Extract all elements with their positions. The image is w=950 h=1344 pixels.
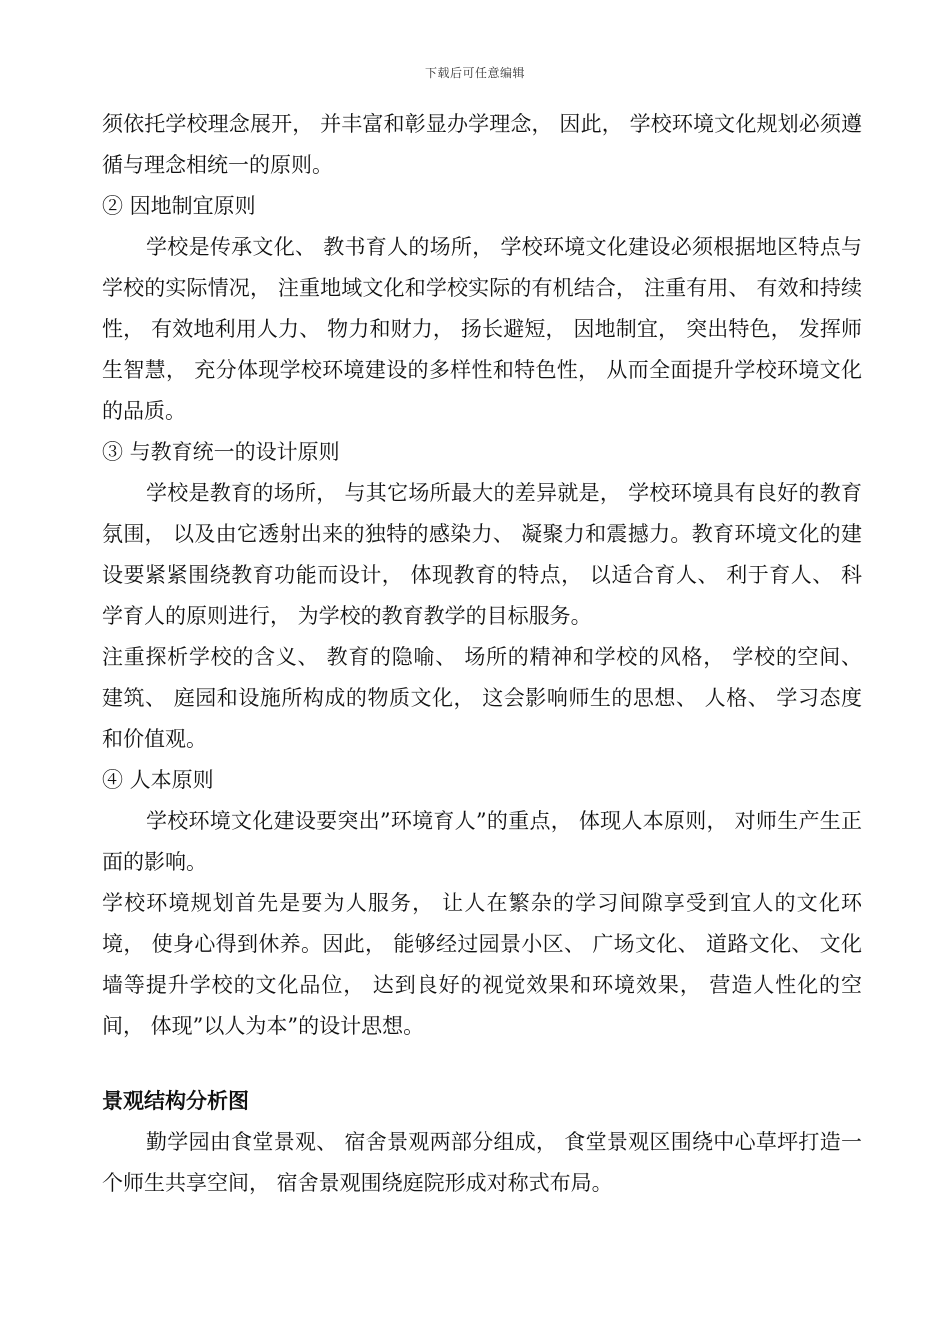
paragraph-1: 须依托学校理念展开， 并丰富和彰显办学理念， 因此， 学校环境文化规划必须遵循与理念相统一的原则。 bbox=[102, 112, 862, 177]
paragraph-3a: 学校是教育的场所， 与其它场所最大的差异就是， 学校环境具有良好的教育氛围， 以及由它透射出来的独特的感染力、 凝聚力和震撼力。教育环境文化的建设要紧紧围绕教育功能而设计， 体现教育的特点， 以适合育人、 利于育人、 科学育人的原则进行， 为学校的教育教学的目标服务。 bbox=[102, 481, 862, 628]
section-heading-2: ② 因地制宜原则 bbox=[102, 194, 256, 218]
section-heading-3: ③ 与教育统一的设计原则 bbox=[102, 440, 340, 464]
paragraph-5: 勤学园由食堂景观、 宿舍景观两部分组成， 食堂景观区围绕中心草坪打造一个师生共享空间， 宿舍景观围绕庭院形成对称式布局。 bbox=[102, 1130, 862, 1195]
paragraph-3b: 注重探析学校的含义、 教育的隐喻、 场所的精神和学校的风格， 学校的空间、 建筑、 庭园和设施所构成的物质文化， 这会影响师生的思想、 人格、 学习态度和价值观。 bbox=[102, 645, 862, 751]
section-heading-4: ④ 人本原则 bbox=[102, 768, 214, 792]
paragraph-4a: 学校环境文化建设要突出”环境育人”的重点， 体现人本原则， 对师生产生正面的影响。 bbox=[102, 809, 862, 874]
paragraph-2: 学校是传承文化、 教书育人的场所， 学校环境文化建设必须根据地区特点与学校的实际情况， 注重地域文化和学校实际的有机结合， 注重有用、 有效和持续性， 有效地利用人力、 物力和财力， 扬长避短， 因地制宜， 突出特色， 发挥师生智慧， 充分体现学校环境建设的多样性和特色性， 从而全面提升学校环境文化的品质。 bbox=[102, 235, 862, 423]
document-body bbox=[102, 104, 862, 1204]
page-header: 下载后可任意编辑 bbox=[424, 66, 525, 80]
section-title-landscape: 景观结构分析图 bbox=[102, 1089, 249, 1113]
paragraph-4b: 学校环境规划首先是要为人服务， 让人在繁杂的学习间隙享受到宜人的文化环境， 使身心得到休养。因此， 能够经过园景小区、 广场文化、 道路文化、 文化墙等提升学校的文化品位， 达到良好的视觉效果和环境效果， 营造人性化的空间， 体现”以人为本”的设计思想。 bbox=[102, 891, 862, 1038]
